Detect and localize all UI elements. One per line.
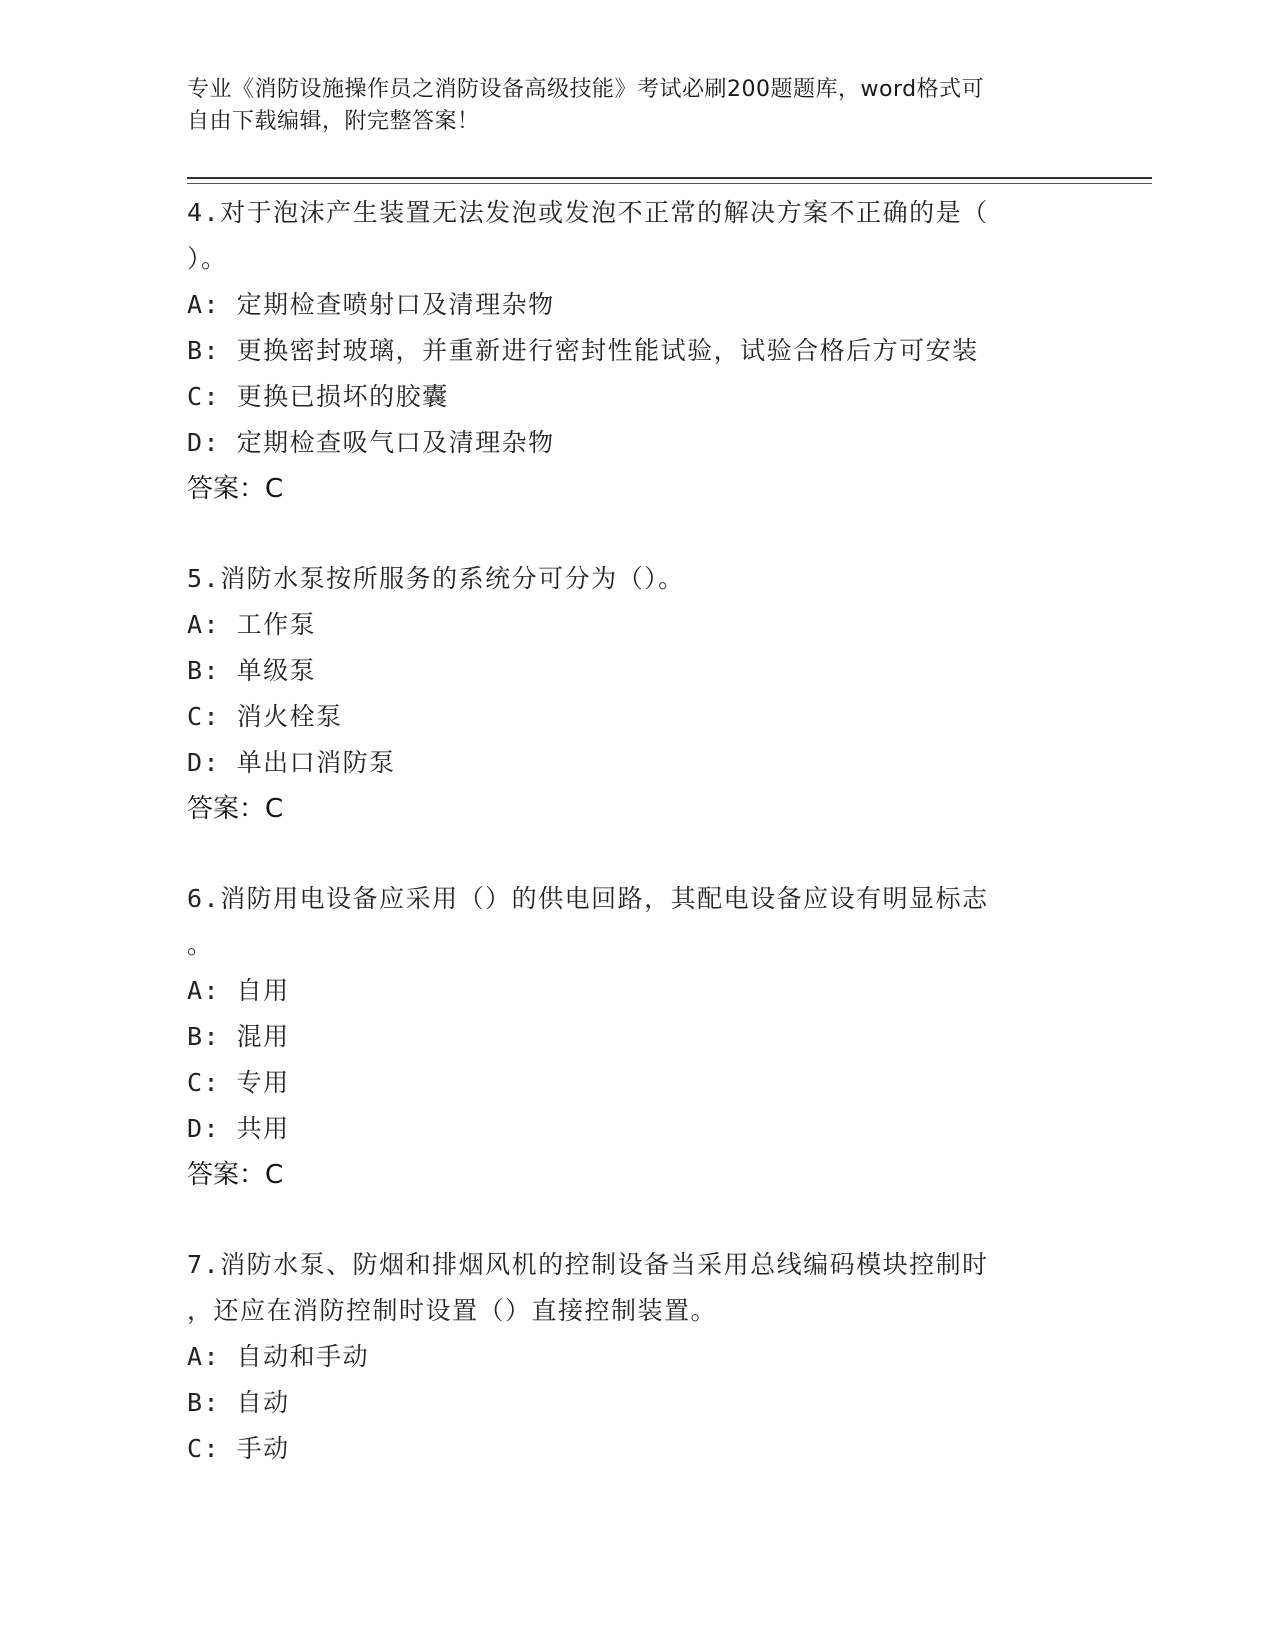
- option-c: C: 消火栓泵: [187, 702, 343, 731]
- option-d: D: 定期检查吸气口及清理杂物: [187, 428, 555, 457]
- option-b: B: 更换密封玻璃，并重新进行密封性能试验，试验合格后方可安装: [187, 336, 979, 365]
- question-stem: 4.对于泡沫产生装置无法发泡或发泡不正常的解决方案不正确的是（: [187, 198, 989, 227]
- option-b: B: 自动: [187, 1388, 290, 1417]
- answer: 答案：C: [187, 474, 284, 504]
- answer: 答案：C: [187, 1160, 284, 1190]
- question-5: [187, 556, 1067, 832]
- question-6: [187, 876, 1067, 1198]
- answer: 答案：C: [187, 794, 284, 824]
- question-stem: 6.消防用电设备应采用（）的供电回路，其配电设备应设有明显标志: [187, 884, 989, 913]
- option-a: A: 定期检查喷射口及清理杂物: [187, 290, 555, 319]
- option-a: A: 自动和手动: [187, 1342, 370, 1371]
- header-line-2: 自由下载编辑，附完整答案！: [187, 109, 480, 134]
- question-stem: 7.消防水泵、防烟和排烟风机的控制设备当采用总线编码模块控制时: [187, 1250, 989, 1279]
- question-stem-continued: ）。: [187, 244, 228, 273]
- question-7: [187, 1242, 1067, 1472]
- document-header: [187, 74, 1067, 138]
- question-list: [187, 190, 1067, 1516]
- header-divider-thick: [187, 177, 1152, 179]
- question-stem: 5.消防水泵按所服务的系统分可分为（）。: [187, 564, 685, 593]
- option-c: C: 更换已损坏的胶囊: [187, 382, 449, 411]
- option-d: D: 单出口消防泵: [187, 748, 396, 777]
- header-divider-thin: [187, 183, 1152, 184]
- option-b: B: 混用: [187, 1022, 290, 1051]
- question-stem-continued: 。: [187, 930, 214, 959]
- option-c: C: 手动: [187, 1434, 290, 1463]
- option-a: A: 工作泵: [187, 610, 317, 639]
- option-a: A: 自用: [187, 976, 290, 1005]
- option-d: D: 共用: [187, 1114, 290, 1143]
- header-line-1: 专业《消防设施操作员之消防设备高级技能》考试必刷200题题库，word格式可: [187, 77, 985, 102]
- question-4: [187, 190, 1067, 512]
- option-b: B: 单级泵: [187, 656, 317, 685]
- option-c: C: 专用: [187, 1068, 290, 1097]
- question-stem-continued: ，还应在消防控制时设置（）直接控制装置。: [187, 1296, 718, 1325]
